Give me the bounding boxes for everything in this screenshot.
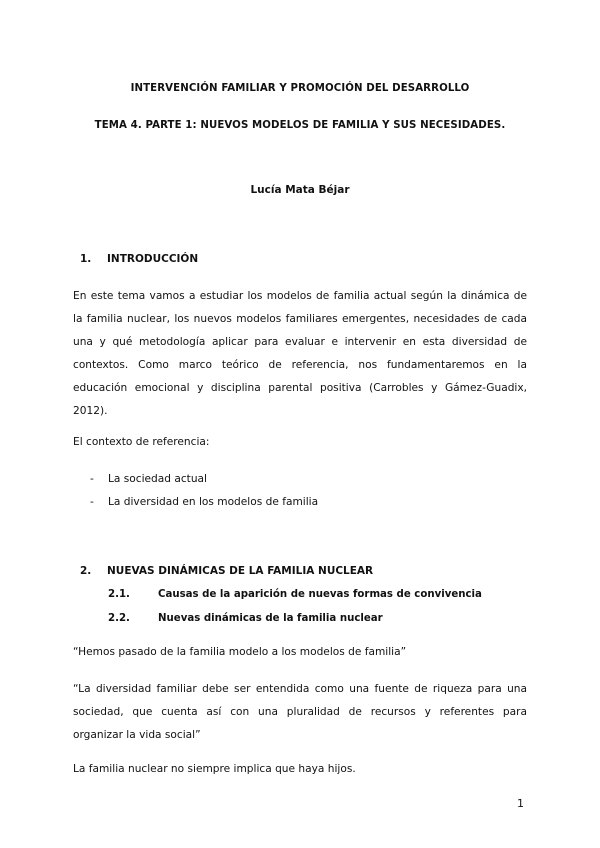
- section2-number: 2.: [80, 565, 92, 577]
- subsection-title: Causas de la aparición de nuevas formas de convivencia: [158, 589, 482, 600]
- topic-title: TEMA 4. PARTE 1: NUEVOS MODELOS DE FAMILIA Y SUS NECESIDADES.: [94, 120, 506, 131]
- section1-number: 1.: [80, 253, 92, 265]
- paragraph-line: En este tema vamos a estudiar los modelos de familia actual según la dinámica de: [73, 290, 527, 302]
- quote-line: organizar la vida social”: [73, 729, 201, 741]
- paragraph-line: una y qué metodología aplicar para evaluar e intervenir en esta diversidad de: [73, 336, 527, 348]
- quote-line: sociedad, que cuenta así con una pluralidad de recursos y referentes para: [73, 706, 527, 718]
- list-item: La sociedad actual: [108, 473, 207, 485]
- page-number: 1: [517, 797, 524, 810]
- paragraph-line: contextos. Como marco teórico de referencia, nos fundamentaremos en la: [73, 359, 527, 371]
- context-label: El contexto de referencia:: [73, 436, 210, 448]
- quote-line: “La diversidad familiar debe ser entendida como una fuente de riqueza para una: [73, 683, 527, 695]
- quote-families: “Hemos pasado de la familia modelo a los modelos de familia”: [73, 646, 407, 658]
- course-title: INTERVENCIÓN FAMILIAR Y PROMOCIÓN DEL DESARROLLO: [130, 83, 470, 94]
- paragraph-line: la familia nuclear, los nuevos modelos familiares emergentes, necesidades de cada: [73, 313, 527, 325]
- subsection-number: 2.2.: [108, 613, 130, 624]
- subsection-title: Nuevas dinámicas de la familia nuclear: [158, 613, 383, 624]
- list-bullet-dash: -: [90, 473, 94, 485]
- list-bullet-dash: -: [90, 496, 94, 508]
- paragraph-line: 2012).: [73, 405, 108, 417]
- subsection-number: 2.1.: [108, 589, 130, 600]
- closing-sentence: La familia nuclear no siempre implica que haya hijos.: [73, 763, 356, 775]
- section1-title: INTRODUCCIÓN: [107, 253, 199, 265]
- paragraph-line: educación emocional y disciplina parental positiva (Carrobles y Gámez-Guadix,: [73, 382, 527, 394]
- list-item: La diversidad en los modelos de familia: [108, 496, 319, 508]
- author-name: Lucía Mata Béjar: [250, 184, 350, 196]
- section2-title: NUEVAS DINÁMICAS DE LA FAMILIA NUCLEAR: [107, 565, 374, 577]
